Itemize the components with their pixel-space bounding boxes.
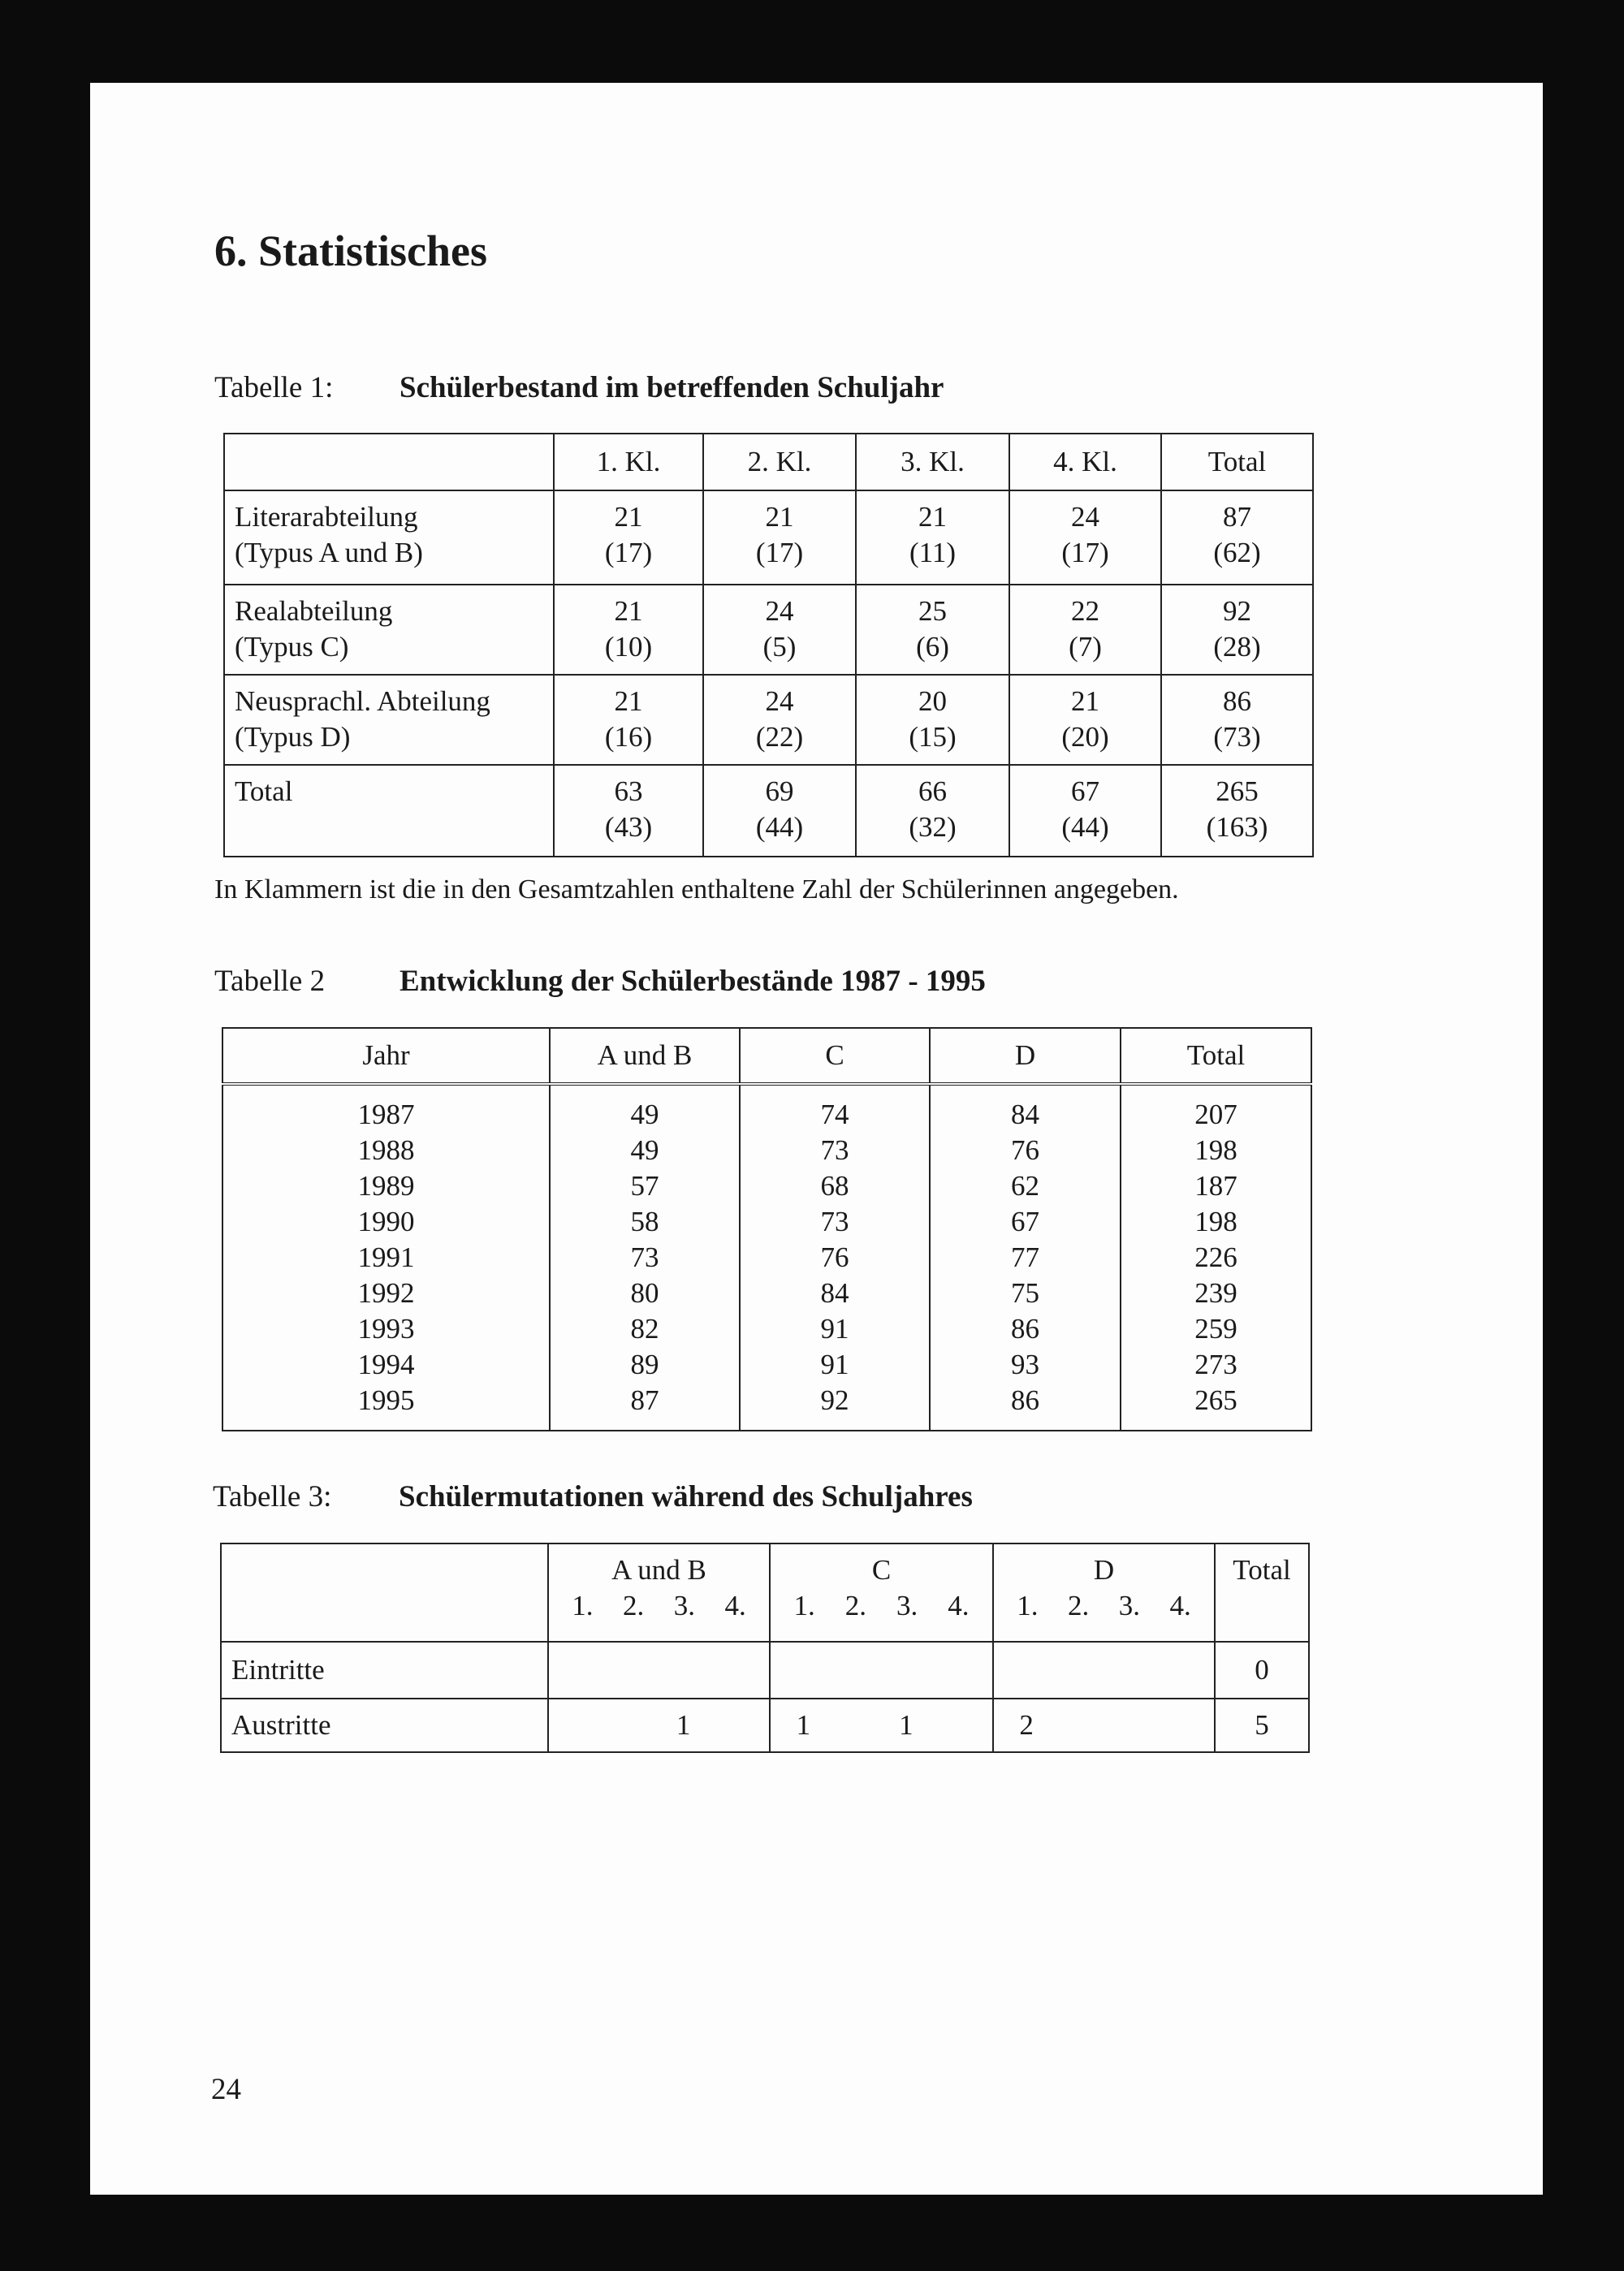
class-values bbox=[549, 1708, 769, 1743]
group-label: A und B bbox=[611, 1554, 706, 1586]
class-subheaders bbox=[771, 1588, 992, 1624]
row-label-cell bbox=[224, 675, 554, 765]
class-subheaders bbox=[994, 1588, 1214, 1624]
girls-count: (6) bbox=[916, 631, 949, 663]
total-count: 24 bbox=[765, 685, 794, 717]
data-cell bbox=[1161, 675, 1313, 765]
data-cell: 58 bbox=[550, 1204, 740, 1240]
table1-column-header: 2. Kl. bbox=[703, 434, 856, 490]
row-label: Literarabteilung bbox=[235, 501, 418, 533]
row-total: 5 bbox=[1215, 1699, 1309, 1752]
table-row bbox=[222, 1311, 1311, 1347]
class-subheader: 4. bbox=[724, 1590, 746, 1621]
data-cell: 57 bbox=[550, 1168, 740, 1204]
section-heading: 6. Statistisches bbox=[214, 227, 487, 275]
total-count: 24 bbox=[765, 595, 794, 627]
table-row bbox=[221, 1699, 1309, 1752]
data-cell: 74 bbox=[740, 1084, 930, 1133]
data-cell bbox=[1161, 585, 1313, 675]
year-cell: 1990 bbox=[222, 1204, 550, 1240]
table1-label: Tabelle 1: bbox=[214, 371, 334, 404]
total-count: 20 bbox=[918, 685, 947, 717]
girls-count: (62) bbox=[1213, 537, 1261, 568]
class-subheader: 2. bbox=[1068, 1590, 1090, 1621]
class-subheader: 2. bbox=[623, 1590, 645, 1621]
class-value: 2 bbox=[1019, 1709, 1034, 1741]
data-cell: 84 bbox=[930, 1084, 1121, 1133]
data-cell: 73 bbox=[740, 1133, 930, 1168]
data-cell: 67 bbox=[930, 1204, 1121, 1240]
data-cell bbox=[703, 585, 856, 675]
group-label: C bbox=[871, 1554, 892, 1586]
data-cell bbox=[856, 585, 1009, 675]
table1-note: In Klammern ist die in den Gesamtzahlen enthaltene Zahl der Schülerinnen angegeben. bbox=[214, 874, 1179, 905]
document-page bbox=[90, 83, 1543, 2195]
data-cell: 49 bbox=[550, 1084, 740, 1133]
table3-caption bbox=[213, 1479, 973, 1514]
girls-count: (44) bbox=[755, 811, 804, 843]
data-cell bbox=[703, 490, 856, 585]
class-subheader: 1. bbox=[1017, 1590, 1039, 1621]
girls-count: (7) bbox=[1069, 631, 1102, 663]
class-value: 1 bbox=[796, 1709, 811, 1741]
data-cell: 76 bbox=[930, 1133, 1121, 1168]
total-count: 69 bbox=[765, 775, 794, 807]
data-cell bbox=[1009, 490, 1161, 585]
girls-count: (20) bbox=[1061, 721, 1109, 753]
row-label-cell bbox=[224, 585, 554, 675]
data-cell: 207 bbox=[1121, 1084, 1311, 1133]
data-cell: 265 bbox=[1121, 1383, 1311, 1431]
total-count: 67 bbox=[1071, 775, 1099, 807]
year-cell: 1991 bbox=[222, 1240, 550, 1276]
data-cell bbox=[554, 490, 703, 585]
group-cell bbox=[770, 1642, 993, 1699]
class-value bbox=[728, 1708, 744, 1743]
data-cell bbox=[703, 765, 856, 857]
total-count: 63 bbox=[614, 775, 643, 807]
table3-corner-cell bbox=[221, 1544, 548, 1642]
year-cell: 1987 bbox=[222, 1084, 550, 1133]
table-row bbox=[222, 1168, 1311, 1204]
table1-corner-cell bbox=[224, 434, 554, 490]
group-cell bbox=[770, 1699, 993, 1752]
data-cell: 259 bbox=[1121, 1311, 1311, 1347]
total-count: 21 bbox=[614, 595, 643, 627]
data-cell: 68 bbox=[740, 1168, 930, 1204]
table-row bbox=[224, 585, 1313, 675]
total-count: 92 bbox=[1223, 595, 1251, 627]
table2-column-header: A und B bbox=[550, 1028, 740, 1084]
data-cell bbox=[856, 765, 1009, 857]
girls-count: (17) bbox=[755, 537, 804, 568]
group-cell bbox=[548, 1642, 770, 1699]
table-row bbox=[222, 1133, 1311, 1168]
class-subheader: 4. bbox=[948, 1590, 970, 1621]
group-label: D bbox=[1093, 1554, 1115, 1586]
total-count: 265 bbox=[1216, 775, 1259, 807]
table2-column-header: D bbox=[930, 1028, 1121, 1084]
year-cell: 1988 bbox=[222, 1133, 550, 1168]
row-sublabel: (Typus C) bbox=[235, 631, 349, 663]
data-cell: 77 bbox=[930, 1240, 1121, 1276]
girls-count: (22) bbox=[755, 721, 804, 753]
group-header-cell bbox=[993, 1544, 1215, 1642]
table-row bbox=[222, 1240, 1311, 1276]
data-cell bbox=[1161, 765, 1313, 857]
data-cell: 187 bbox=[1121, 1168, 1311, 1204]
data-cell: 86 bbox=[930, 1311, 1121, 1347]
class-values bbox=[994, 1708, 1214, 1743]
table2-column-header: Total bbox=[1121, 1028, 1311, 1084]
data-cell bbox=[554, 765, 703, 857]
data-cell: 82 bbox=[550, 1311, 740, 1347]
table2-caption bbox=[214, 964, 986, 999]
class-value bbox=[1070, 1708, 1086, 1743]
class-value: 1 bbox=[899, 1709, 914, 1741]
data-cell bbox=[703, 675, 856, 765]
class-subheader: 1. bbox=[572, 1590, 594, 1621]
class-subheader: 3. bbox=[673, 1590, 695, 1621]
data-cell: 91 bbox=[740, 1311, 930, 1347]
girls-count: (28) bbox=[1213, 631, 1261, 663]
table1-header-row bbox=[224, 434, 1313, 490]
girls-count: (11) bbox=[909, 537, 956, 568]
total-count: 86 bbox=[1223, 685, 1251, 717]
data-cell bbox=[554, 675, 703, 765]
girls-count: (17) bbox=[604, 537, 653, 568]
table-row bbox=[224, 675, 1313, 765]
class-subheader: 4. bbox=[1169, 1590, 1191, 1621]
row-label-cell bbox=[224, 765, 554, 857]
group-cell bbox=[993, 1642, 1215, 1699]
total-count: 87 bbox=[1223, 501, 1251, 533]
table1-column-header: 4. Kl. bbox=[1009, 434, 1161, 490]
class-subheader: 2. bbox=[844, 1590, 866, 1621]
year-cell: 1993 bbox=[222, 1311, 550, 1347]
girls-count: (16) bbox=[604, 721, 653, 753]
table-row bbox=[222, 1084, 1311, 1133]
table1-title: Schülerbestand im betreffenden Schuljahr bbox=[400, 371, 944, 404]
data-cell bbox=[1161, 490, 1313, 585]
row-label: Realabteilung bbox=[235, 595, 393, 627]
data-cell: 198 bbox=[1121, 1204, 1311, 1240]
data-cell: 93 bbox=[930, 1347, 1121, 1383]
year-cell: 1989 bbox=[222, 1168, 550, 1204]
data-cell: 73 bbox=[740, 1204, 930, 1240]
row-label: Neusprachl. Abteilung bbox=[235, 685, 490, 717]
girls-count: (43) bbox=[604, 811, 653, 843]
data-cell: 87 bbox=[550, 1383, 740, 1431]
class-value bbox=[574, 1708, 590, 1743]
girls-count: (73) bbox=[1213, 721, 1261, 753]
data-cell: 91 bbox=[740, 1347, 930, 1383]
total-count: 66 bbox=[918, 775, 947, 807]
girls-count: (10) bbox=[604, 631, 653, 663]
data-cell: 73 bbox=[550, 1240, 740, 1276]
group-cell bbox=[993, 1699, 1215, 1752]
data-cell: 75 bbox=[930, 1276, 1121, 1311]
table-row bbox=[222, 1204, 1311, 1240]
total-count: 21 bbox=[918, 501, 947, 533]
class-value bbox=[848, 1708, 864, 1743]
class-values bbox=[771, 1708, 992, 1743]
total-count: 22 bbox=[1071, 595, 1099, 627]
table3-header-row bbox=[221, 1544, 1309, 1642]
table1 bbox=[223, 433, 1314, 857]
total-count: 24 bbox=[1071, 501, 1099, 533]
table-row bbox=[222, 1383, 1311, 1431]
data-cell: 86 bbox=[930, 1383, 1121, 1431]
total-count: 21 bbox=[1071, 685, 1099, 717]
data-cell bbox=[554, 585, 703, 675]
table2-column-header: Jahr bbox=[222, 1028, 550, 1084]
table-row bbox=[221, 1642, 1309, 1699]
group-header-cell bbox=[548, 1544, 770, 1642]
class-value bbox=[1173, 1708, 1189, 1743]
table2-label: Tabelle 2 bbox=[214, 965, 326, 998]
table2-title: Entwicklung der Schülerbestände 1987 - 1995 bbox=[400, 965, 986, 998]
total-count: 21 bbox=[614, 685, 643, 717]
table-row bbox=[224, 490, 1313, 585]
class-value: 1 bbox=[676, 1709, 691, 1741]
data-cell: 76 bbox=[740, 1240, 930, 1276]
girls-count: (163) bbox=[1206, 811, 1268, 843]
row-sublabel: (Typus D) bbox=[235, 721, 351, 753]
class-subheader: 3. bbox=[1118, 1590, 1140, 1621]
table3-label: Tabelle 3: bbox=[213, 1480, 332, 1513]
data-cell: 239 bbox=[1121, 1276, 1311, 1311]
year-cell: 1995 bbox=[222, 1383, 550, 1431]
data-cell: 273 bbox=[1121, 1347, 1311, 1383]
table1-caption bbox=[214, 370, 944, 405]
year-cell: 1992 bbox=[222, 1276, 550, 1311]
total-count: 21 bbox=[614, 501, 643, 533]
girls-count: (32) bbox=[909, 811, 957, 843]
class-subheader: 3. bbox=[896, 1590, 918, 1621]
row-label: Austritte bbox=[221, 1699, 548, 1752]
row-label: Eintritte bbox=[221, 1642, 548, 1699]
data-cell: 226 bbox=[1121, 1240, 1311, 1276]
data-cell: 49 bbox=[550, 1133, 740, 1168]
table-row bbox=[222, 1347, 1311, 1383]
data-cell: 62 bbox=[930, 1168, 1121, 1204]
table-row bbox=[224, 765, 1313, 857]
data-cell: 89 bbox=[550, 1347, 740, 1383]
table3 bbox=[220, 1543, 1310, 1753]
girls-count: (44) bbox=[1061, 811, 1109, 843]
group-header-cell bbox=[770, 1544, 993, 1642]
row-total: 0 bbox=[1215, 1642, 1309, 1699]
table1-column-header: 1. Kl. bbox=[554, 434, 703, 490]
class-value bbox=[950, 1708, 966, 1743]
table1-column-header: Total bbox=[1161, 434, 1313, 490]
table2-column-header: C bbox=[740, 1028, 930, 1084]
class-subheader: 1. bbox=[793, 1590, 815, 1621]
table-row bbox=[222, 1276, 1311, 1311]
data-cell: 92 bbox=[740, 1383, 930, 1431]
table2 bbox=[222, 1027, 1312, 1431]
total-header: Total bbox=[1215, 1544, 1309, 1642]
data-cell bbox=[856, 675, 1009, 765]
table3-title: Schülermutationen während des Schuljahres bbox=[399, 1480, 973, 1513]
data-cell bbox=[1009, 675, 1161, 765]
girls-count: (15) bbox=[909, 721, 957, 753]
table2-header-row bbox=[222, 1028, 1311, 1084]
data-cell: 80 bbox=[550, 1276, 740, 1311]
year-cell: 1994 bbox=[222, 1347, 550, 1383]
data-cell bbox=[856, 490, 1009, 585]
group-cell bbox=[548, 1699, 770, 1752]
girls-count: (17) bbox=[1061, 537, 1109, 568]
class-subheaders bbox=[549, 1588, 769, 1624]
data-cell: 84 bbox=[740, 1276, 930, 1311]
class-value bbox=[1121, 1708, 1138, 1743]
girls-count: (5) bbox=[762, 631, 797, 663]
page-number: 24 bbox=[211, 2073, 241, 2106]
data-cell bbox=[1009, 585, 1161, 675]
total-count: 25 bbox=[918, 595, 947, 627]
row-label-cell bbox=[224, 490, 554, 585]
data-cell bbox=[1009, 765, 1161, 857]
data-cell: 198 bbox=[1121, 1133, 1311, 1168]
table1-column-header: 3. Kl. bbox=[856, 434, 1009, 490]
row-sublabel: (Typus A und B) bbox=[235, 537, 423, 568]
class-value bbox=[625, 1708, 641, 1743]
row-label: Total bbox=[235, 775, 293, 807]
total-count: 21 bbox=[765, 501, 794, 533]
